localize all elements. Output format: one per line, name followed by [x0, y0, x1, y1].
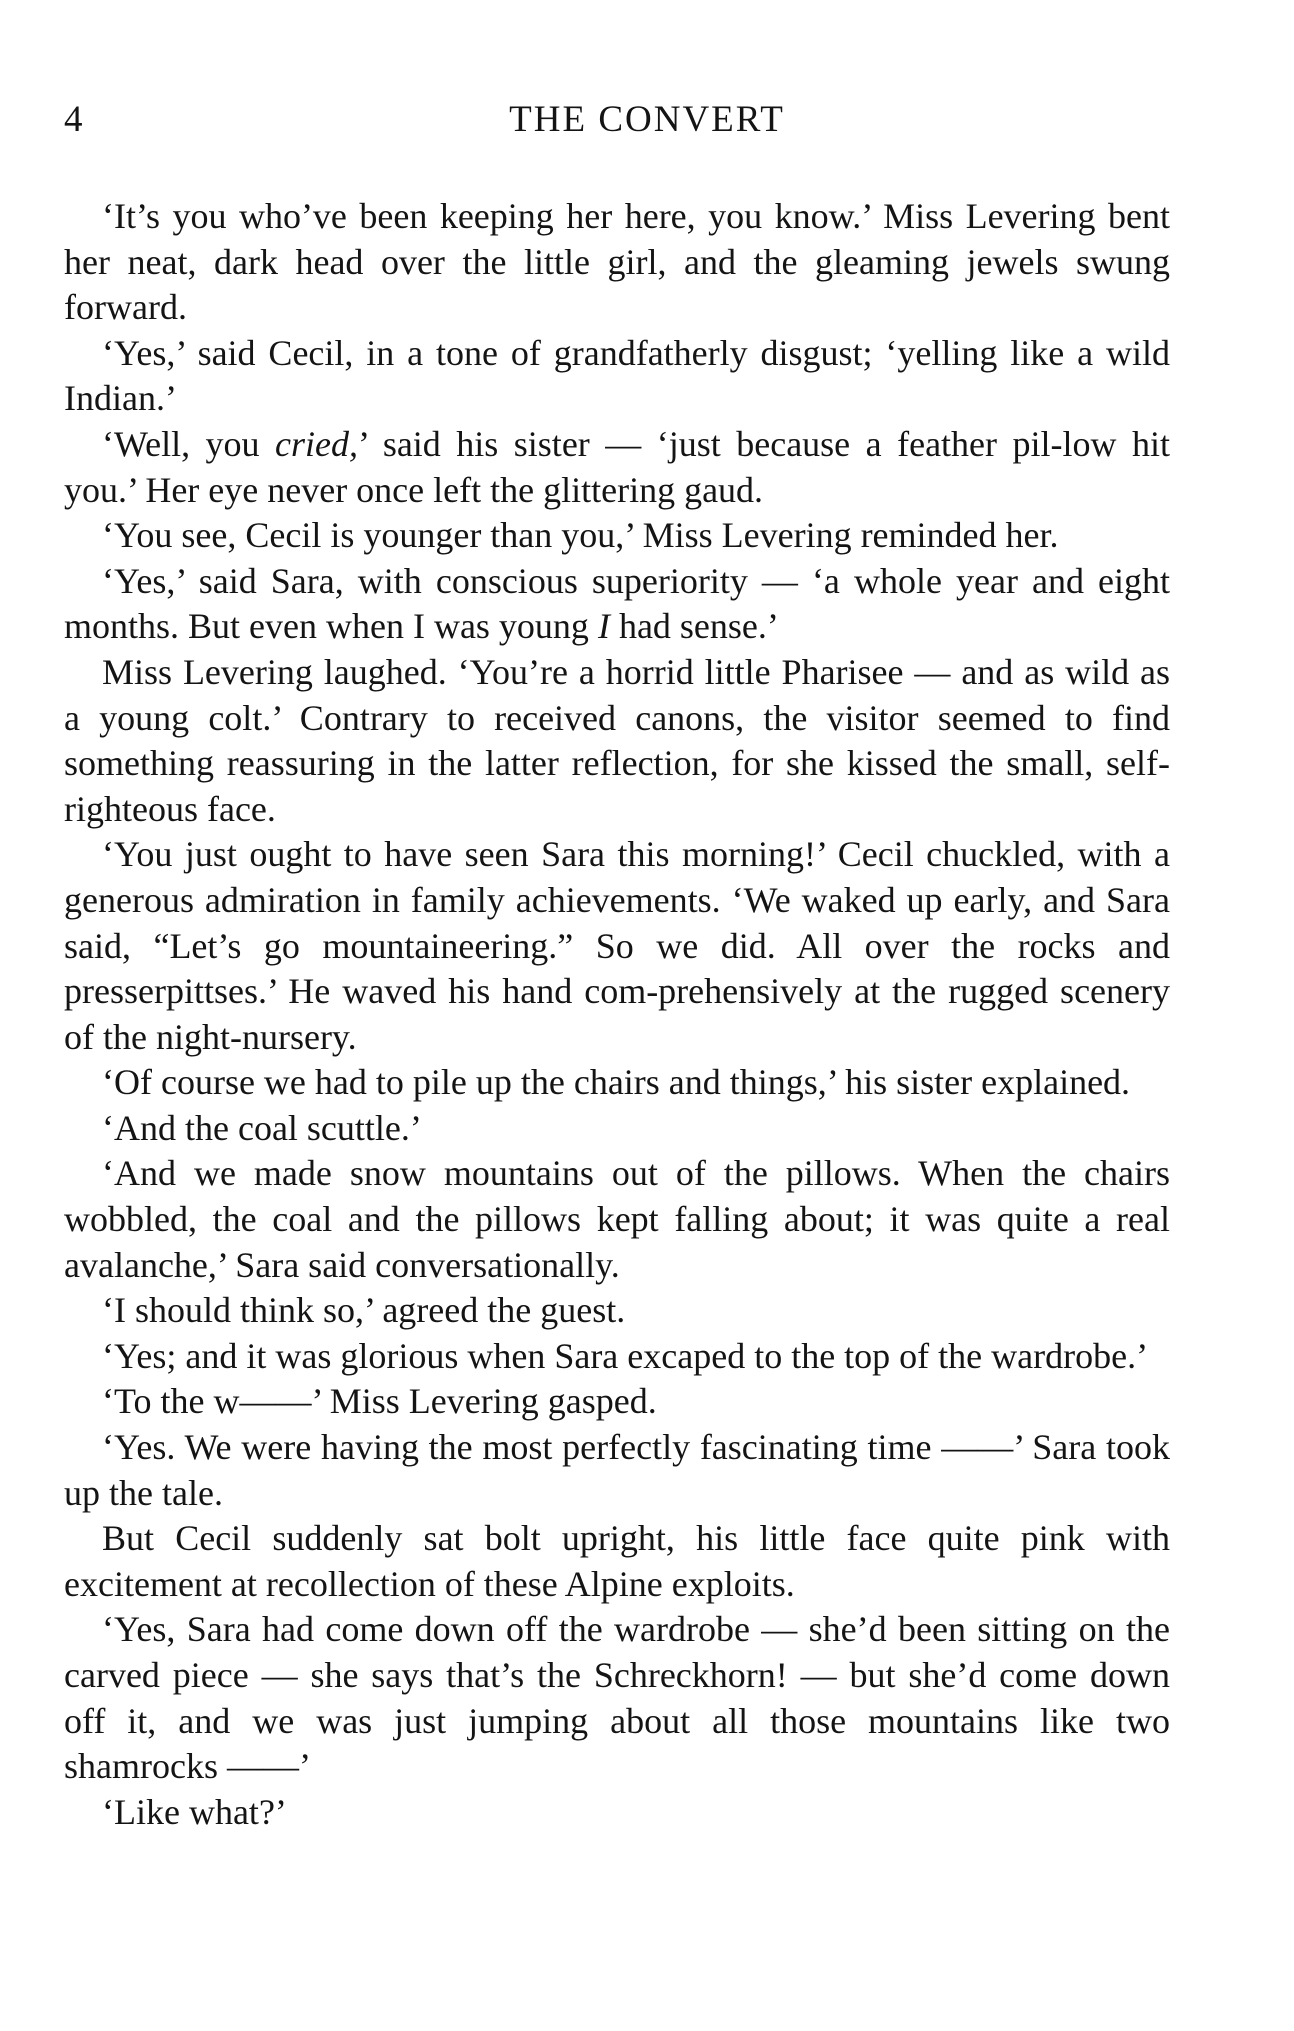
paragraph: ‘Yes. We were having the most perfectly fascinating time ——’ Sara took up the tale.	[64, 1427, 1170, 1513]
body-text	[64, 194, 1170, 1835]
paragraph: ‘To the w——’ Miss Levering gasped.	[102, 1381, 657, 1422]
paragraph: ‘Of course we had to pile up the chairs and things,’ his sister explained.	[102, 1062, 1131, 1103]
paragraph: ‘Yes; and it was glorious when Sara excaped to the top of the wardrobe.’	[102, 1335, 1149, 1376]
italic-text: I	[597, 606, 610, 647]
paragraph: ‘It’s you who’ve been keeping her here, you know.’ Miss Levering bent her neat, dark head over the little girl, and the gleaming jewels swung forward.	[64, 196, 1170, 328]
text-run: ‘Well, you	[102, 423, 276, 464]
running-header	[0, 98, 1294, 148]
paragraph	[64, 422, 1170, 513]
page-number: 4	[64, 99, 84, 140]
paragraph: But Cecil suddenly sat bolt upright, his little face quite pink with excitement at recollection of these Alpine exploits.	[64, 1518, 1170, 1604]
running-title: THE CONVERT	[509, 99, 785, 140]
paragraph	[64, 559, 1170, 650]
paragraph: ‘I should think so,’ agreed the guest.	[102, 1290, 626, 1331]
text-run: had sense.’	[609, 606, 779, 647]
paragraph: Miss Levering laughed. ‘You’re a horrid little Pharisee — and as wild as a young colt.’ Contrary to received canons, the visitor seemed to find something reassuring in the latter reflection, for she kissed the small, self-righteous face.	[64, 651, 1170, 829]
italic-text: cried,	[275, 423, 359, 464]
paragraph: ‘And the coal scuttle.’	[102, 1107, 422, 1148]
paragraph: ‘You just ought to have seen Sara this morning!’ Cecil chuckled, with a generous admiration in family achievements. ‘We waked up early, and Sara said, “Let’s go mountaineering.” So we did. All over the rocks and presserpittses.’ He waved his hand com-prehensively at the rugged scenery of the night-nursery.	[64, 834, 1170, 1057]
text-run: ‘Yes,’ said Sara, with conscious superiority — ‘a whole year and eight months. But even when I was young	[64, 560, 1170, 647]
text-run: ’ said his sister — ‘just because a feather pil-low hit you.’ Her eye never once left the glittering gaud.	[64, 423, 1170, 510]
paragraph: ‘You see, Cecil is younger than you,’ Miss Levering reminded her.	[102, 515, 1059, 556]
paragraph: ‘Yes,’ said Cecil, in a tone of grandfatherly disgust; ‘yelling like a wild Indian.’	[64, 332, 1170, 419]
paragraph: ‘Yes, Sara had come down off the wardrobe — she’d been sitting on the carved piece — she says that’s the Schreckhorn! — but she’d come down off it, and we was just jumping about all those mountains like two shamrocks ——’	[64, 1609, 1170, 1787]
paragraph: ‘And we made snow mountains out of the pillows. When the chairs wobbled, the coal and the pillows kept falling about; it was quite a real avalanche,’ Sara said conversationally.	[64, 1153, 1170, 1285]
paragraph: ‘Like what?’	[102, 1791, 287, 1832]
